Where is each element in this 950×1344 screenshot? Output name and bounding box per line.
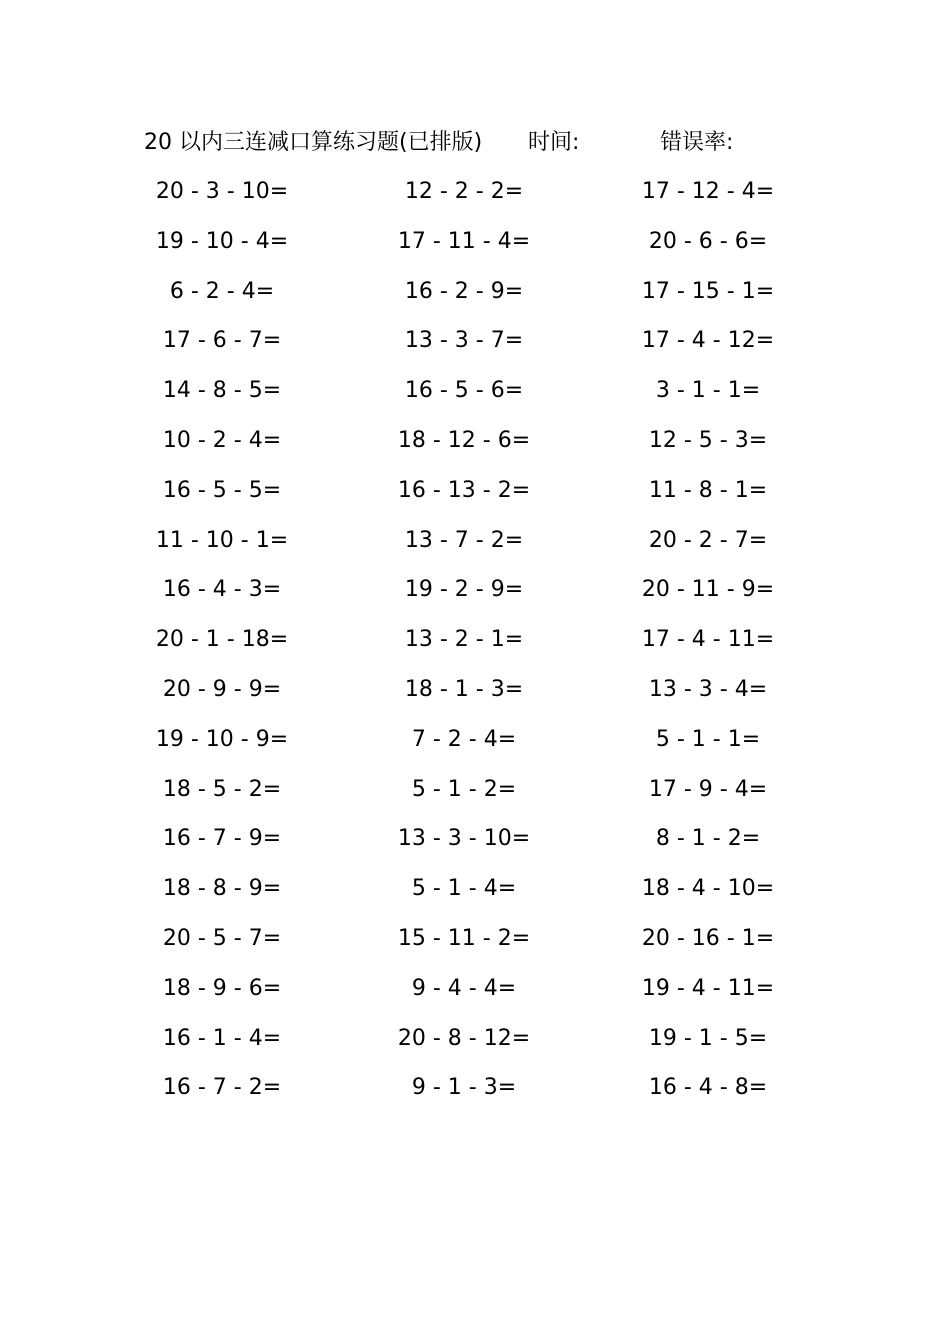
problem-item: 16 - 4 - 8= <box>648 1075 768 1101</box>
problem-item: 20 - 6 - 6= <box>648 228 768 254</box>
problem-row <box>0 973 950 1023</box>
problem-item: 20 - 8 - 12= <box>397 1025 531 1051</box>
problem-item: 18 - 4 - 10= <box>641 876 775 902</box>
problem-item: 16 - 2 - 9= <box>404 278 524 304</box>
problem-item: 17 - 15 - 1= <box>641 278 775 304</box>
problem-grid <box>0 176 950 1122</box>
problem-row <box>0 276 950 326</box>
problem-item: 17 - 4 - 11= <box>641 627 775 653</box>
problem-row <box>0 1023 950 1073</box>
problem-row <box>0 325 950 375</box>
problem-item: 9 - 1 - 3= <box>411 1075 517 1101</box>
problem-row <box>0 923 950 973</box>
problem-item: 6 - 2 - 4= <box>169 278 275 304</box>
problem-item: 16 - 5 - 5= <box>162 477 282 503</box>
problem-item: 19 - 2 - 9= <box>404 577 524 603</box>
problem-item: 16 - 1 - 4= <box>162 1025 282 1051</box>
problem-item: 19 - 4 - 11= <box>641 975 775 1001</box>
problem-item: 13 - 3 - 4= <box>648 676 768 702</box>
problem-row <box>0 375 950 425</box>
problem-row <box>0 425 950 475</box>
problem-row <box>0 624 950 674</box>
problem-item: 20 - 11 - 9= <box>641 577 775 603</box>
error-rate-label: 错误率: <box>660 130 734 155</box>
problem-item: 20 - 16 - 1= <box>641 925 775 951</box>
problem-item: 20 - 3 - 10= <box>155 179 289 204</box>
problem-item: 13 - 3 - 10= <box>397 826 531 852</box>
problem-item: 11 - 10 - 1= <box>155 527 289 553</box>
problem-item: 14 - 8 - 5= <box>162 378 282 404</box>
problem-item: 20 - 5 - 7= <box>162 925 282 951</box>
problem-item: 13 - 3 - 7= <box>404 328 524 354</box>
problem-item: 18 - 9 - 6= <box>162 975 282 1001</box>
problem-item: 17 - 4 - 12= <box>641 328 775 354</box>
problem-row <box>0 475 950 525</box>
worksheet-header <box>0 127 950 159</box>
problem-row <box>0 674 950 724</box>
problem-item: 3 - 1 - 1= <box>655 378 761 404</box>
worksheet-title: 20 以内三连减口算练习题(已排版) <box>144 130 483 155</box>
problem-item: 16 - 7 - 9= <box>162 826 282 852</box>
problem-item: 19 - 10 - 4= <box>155 228 289 254</box>
problem-item: 17 - 6 - 7= <box>162 328 282 354</box>
problem-item: 18 - 5 - 2= <box>162 776 282 802</box>
time-label: 时间: <box>528 130 580 155</box>
problem-row <box>0 774 950 824</box>
problem-item: 5 - 1 - 4= <box>411 876 517 902</box>
problem-row <box>0 525 950 575</box>
problem-item: 5 - 1 - 2= <box>411 776 517 802</box>
problem-item: 13 - 7 - 2= <box>404 527 524 553</box>
problem-item: 18 - 8 - 9= <box>162 876 282 902</box>
problem-item: 16 - 4 - 3= <box>162 577 282 603</box>
problem-item: 19 - 1 - 5= <box>648 1025 768 1051</box>
problem-item: 18 - 1 - 3= <box>404 676 524 702</box>
problem-item: 17 - 11 - 4= <box>397 228 531 254</box>
problem-item: 12 - 2 - 2= <box>404 179 524 204</box>
problem-row <box>0 226 950 276</box>
problem-row <box>0 176 950 226</box>
problem-item: 17 - 12 - 4= <box>641 179 775 204</box>
problem-item: 20 - 1 - 18= <box>155 627 289 653</box>
problem-item: 18 - 12 - 6= <box>397 427 531 453</box>
problem-item: 16 - 5 - 6= <box>404 378 524 404</box>
problem-item: 13 - 2 - 1= <box>404 627 524 653</box>
problem-item: 9 - 4 - 4= <box>411 975 517 1001</box>
problem-item: 11 - 8 - 1= <box>648 477 768 503</box>
problem-row <box>0 823 950 873</box>
problem-item: 19 - 10 - 9= <box>155 726 289 752</box>
problem-item: 20 - 9 - 9= <box>162 676 282 702</box>
problem-item: 16 - 13 - 2= <box>397 477 531 503</box>
problem-item: 15 - 11 - 2= <box>397 925 531 951</box>
problem-item: 7 - 2 - 4= <box>411 726 517 752</box>
problem-item: 17 - 9 - 4= <box>648 776 768 802</box>
problem-row <box>0 574 950 624</box>
problem-item: 8 - 1 - 2= <box>655 826 761 852</box>
problem-item: 16 - 7 - 2= <box>162 1075 282 1101</box>
problem-row <box>0 724 950 774</box>
problem-item: 10 - 2 - 4= <box>162 427 282 453</box>
problem-item: 20 - 2 - 7= <box>648 527 768 553</box>
problem-row <box>0 873 950 923</box>
problem-row <box>0 1072 950 1122</box>
problem-item: 5 - 1 - 1= <box>655 726 761 752</box>
problem-item: 12 - 5 - 3= <box>648 427 768 453</box>
